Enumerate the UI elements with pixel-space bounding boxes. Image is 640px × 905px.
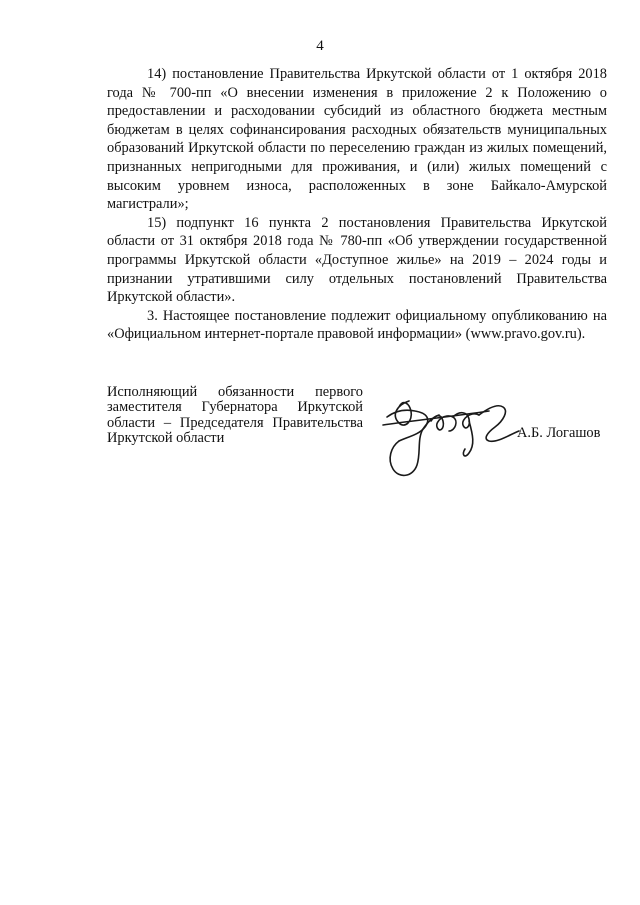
paragraph-publication: 3. Настоящее постановление подлежит официальному опубликованию на «Официальном интернет-портале правовой информации» (www.pravo.gov.ru). xyxy=(107,307,607,343)
signatory-name: А.Б. Логашов xyxy=(517,425,601,441)
paragraph-item-14: 14) постановление Правительства Иркутской области от 1 октября 2018 года № 700-пп «О внесении изменения в приложение 2 к Положению о предоставлении и расходовании субсидий из областного бюджета местным бюджетам в целях софинансирования расходных обязательств муниципальных образований Иркутской области по переселению граждан из жилых помещений, признанных непригодными для проживания, и (или) жилых помещений с высоким уровнем износа, расположенных в зоне Байкало-Амурской магистрали»; xyxy=(107,66,607,213)
page-number: 4 xyxy=(316,38,324,54)
handwritten-signature xyxy=(369,381,529,486)
document-body xyxy=(107,65,607,344)
signatory-title: Исполняющий обязанности первого заместителя Губернатора Иркутской области – Председателя Правительства Иркутской области xyxy=(107,384,363,447)
signature-block xyxy=(107,385,607,495)
paragraph-item-15: 15) подпункт 16 пункта 2 постановления Правительства Иркутской области от 31 октября 2018 года № 780-пп «Об утверждении государственной программы Иркутской области «Доступное жилье» на 2019 – 2024 годы и признании утратившими силу отдельных постановлений Правительства Иркутской области». xyxy=(107,214,607,306)
